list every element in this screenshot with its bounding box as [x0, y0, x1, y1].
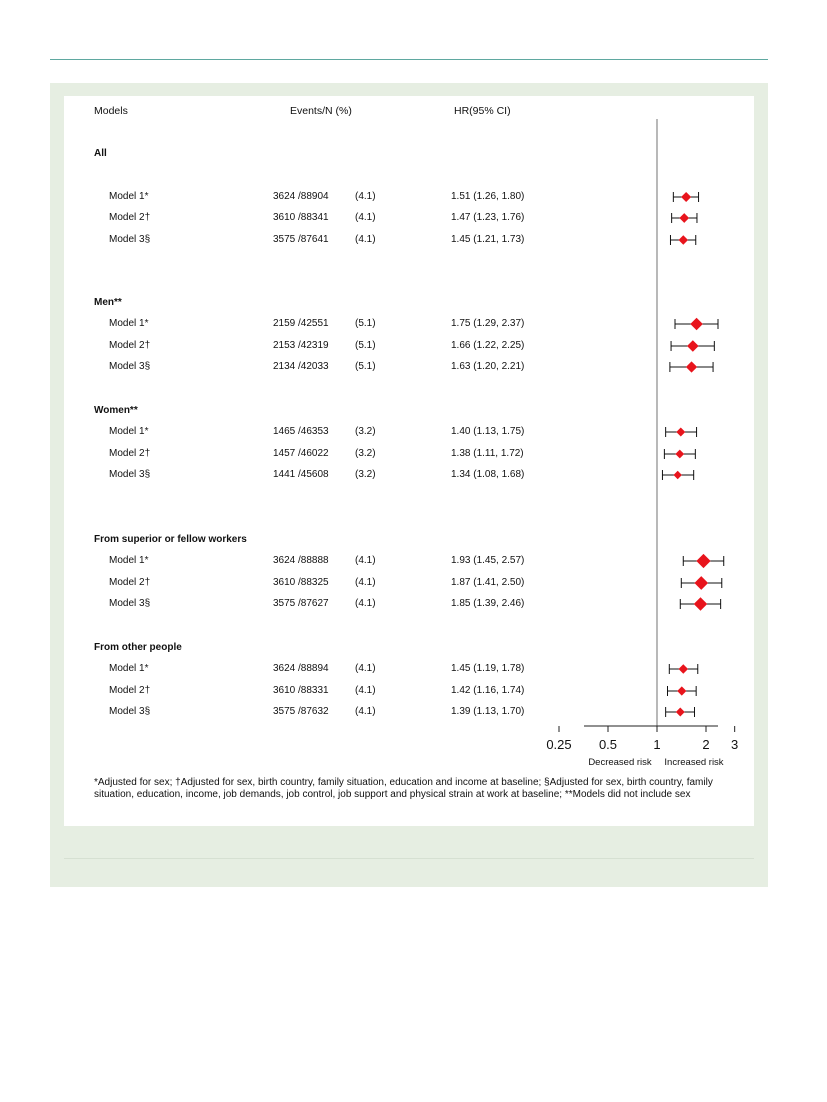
row-model: Model 3§ — [109, 706, 151, 717]
row-model: Model 2† — [109, 212, 151, 223]
header-models: Models — [94, 105, 128, 117]
x-label-increased: Increased risk — [664, 757, 724, 768]
row-percent: (4.1) — [355, 598, 376, 609]
hr-diamond — [694, 597, 708, 611]
row-model: Model 3§ — [109, 234, 151, 245]
hr-diamond — [679, 213, 689, 223]
footnote: *Adjusted for sex; †Adjusted for sex, birth country, family situation, education and income at baseline; §Adjusted for sex, birth country, family situation, education, income, job demands, job control, job support and physical strain at work at baseline; **Models did not include sex — [94, 777, 713, 800]
row-model: Model 2† — [109, 685, 151, 696]
row-hr: 1.39 (1.13, 1.70) — [451, 706, 525, 717]
row-model: Model 1* — [109, 555, 149, 566]
row-events: 3610 /88341 — [273, 212, 329, 223]
row-percent: (4.1) — [355, 706, 376, 717]
row-events: 3610 /88331 — [273, 685, 329, 696]
x-tick-label: 1 — [653, 737, 661, 752]
row-model: Model 3§ — [109, 361, 151, 372]
group-label: Women** — [94, 405, 138, 416]
hr-diamond — [676, 708, 685, 717]
row-model: Model 2† — [109, 448, 151, 459]
hr-diamond — [696, 554, 710, 568]
x-tick-label: 0.25 — [546, 737, 572, 752]
hr-diamond — [687, 340, 699, 352]
row-model: Model 2† — [109, 340, 151, 351]
hr-diamond — [676, 428, 685, 437]
row-hr: 1.47 (1.23, 1.76) — [451, 212, 525, 223]
row-hr: 1.42 (1.16, 1.74) — [451, 685, 525, 696]
row-events: 3624 /88904 — [273, 191, 329, 202]
row-events: 3624 /88894 — [273, 663, 329, 674]
row-percent: (4.1) — [355, 577, 376, 588]
header-hr: HR(95% CI) — [454, 105, 511, 117]
row-percent: (4.1) — [355, 555, 376, 566]
hr-diamond — [694, 576, 708, 590]
group-label: From other people — [94, 642, 182, 653]
group-label: From superior or fellow workers — [94, 534, 247, 545]
row-percent: (4.1) — [355, 212, 376, 223]
hr-diamond — [686, 361, 697, 372]
row-events: 2134 /42033 — [273, 361, 329, 372]
hr-diamond — [679, 235, 689, 245]
hr-diamond — [677, 686, 686, 695]
row-percent: (3.2) — [355, 426, 376, 437]
row-model: Model 3§ — [109, 469, 151, 480]
row-hr: 1.66 (1.22, 2.25) — [451, 340, 525, 351]
row-hr: 1.45 (1.19, 1.78) — [451, 663, 525, 674]
row-percent: (4.1) — [355, 191, 376, 202]
x-label-decreased: Decreased risk — [588, 757, 652, 768]
row-hr: 1.87 (1.41, 2.50) — [451, 577, 525, 588]
row-hr: 1.34 (1.08, 1.68) — [451, 469, 525, 480]
row-events: 1465 /46353 — [273, 426, 329, 437]
row-percent: (3.2) — [355, 469, 376, 480]
row-events: 3575 /87627 — [273, 598, 329, 609]
hr-diamond — [675, 450, 684, 459]
row-percent: (4.1) — [355, 663, 376, 674]
row-events: 1441 /45608 — [273, 469, 329, 480]
row-model: Model 1* — [109, 426, 149, 437]
row-hr: 1.93 (1.45, 2.57) — [451, 555, 525, 566]
row-model: Model 1* — [109, 663, 149, 674]
row-hr: 1.40 (1.13, 1.75) — [451, 426, 525, 437]
row-events: 3610 /88325 — [273, 577, 329, 588]
row-hr: 1.38 (1.11, 1.72) — [451, 448, 524, 459]
row-percent: (5.1) — [355, 318, 376, 329]
row-percent: (5.1) — [355, 361, 376, 372]
row-hr: 1.51 (1.26, 1.80) — [451, 191, 525, 202]
row-hr: 1.85 (1.39, 2.46) — [451, 598, 525, 609]
row-hr: 1.45 (1.21, 1.73) — [451, 234, 525, 245]
x-tick-label: 3 — [731, 737, 739, 752]
row-model: Model 1* — [109, 191, 149, 202]
row-events: 2153 /42319 — [273, 340, 329, 351]
group-label: All — [94, 148, 107, 159]
row-events: 1457 /46022 — [273, 448, 329, 459]
row-model: Model 2† — [109, 577, 151, 588]
row-hr: 1.75 (1.29, 2.37) — [451, 318, 525, 329]
x-tick-label: 2 — [702, 737, 710, 752]
row-events: 2159 /42551 — [273, 318, 329, 329]
x-tick-label: 0.5 — [598, 737, 618, 752]
row-model: Model 1* — [109, 318, 149, 329]
row-events: 3575 /87632 — [273, 706, 329, 717]
row-percent: (4.1) — [355, 685, 376, 696]
row-percent: (4.1) — [355, 234, 376, 245]
row-percent: (5.1) — [355, 340, 376, 351]
row-events: 3575 /87641 — [273, 234, 329, 245]
hr-diamond — [690, 318, 703, 331]
row-model: Model 3§ — [109, 598, 151, 609]
group-label: Men** — [94, 297, 122, 308]
row-events: 3624 /88888 — [273, 555, 329, 566]
row-percent: (3.2) — [355, 448, 376, 459]
hr-diamond — [679, 664, 689, 674]
hr-diamond — [673, 471, 681, 479]
header-events: Events/N (%) — [290, 105, 352, 117]
hr-diamond — [681, 192, 691, 202]
row-hr: 1.63 (1.20, 2.21) — [451, 361, 525, 372]
